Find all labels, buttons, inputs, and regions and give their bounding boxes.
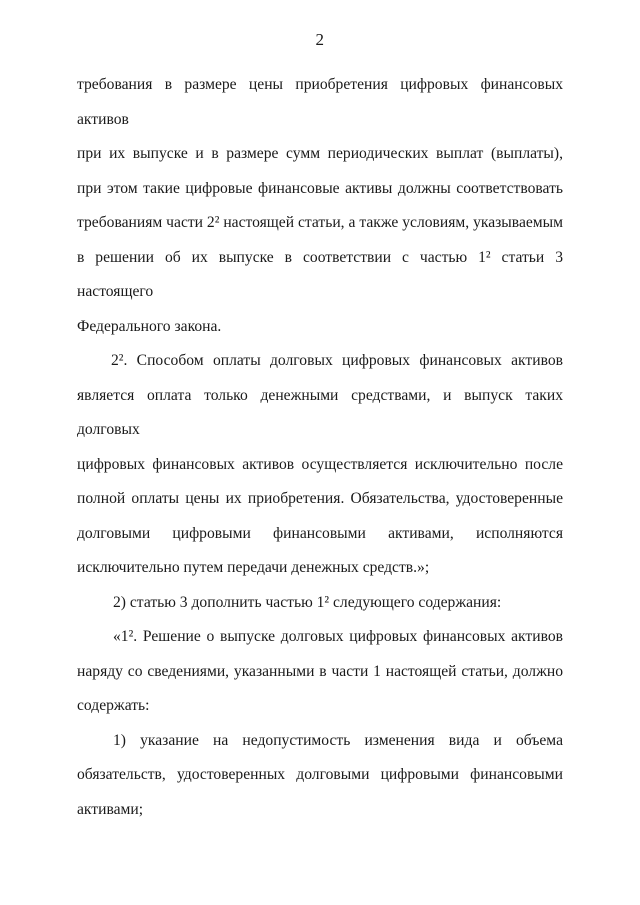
- text-line: при этом такие цифровые финансовые активы должны соответствовать: [77, 179, 563, 197]
- paragraph-2: [77, 344, 563, 586]
- text-line: активами;: [77, 800, 144, 818]
- text-line: долговыми цифровыми финансовыми активами, исполняются: [77, 524, 563, 542]
- text-line: наряду со сведениями, указанными в части 1 настоящей статьи, должно: [77, 662, 563, 680]
- page-number: 2: [315, 30, 325, 49]
- text-line: при их выпуске и в размере сумм периодических выплат (выплаты),: [77, 145, 563, 162]
- document-body: [77, 68, 563, 827]
- paragraph-1: [77, 68, 563, 344]
- text-line: «1². Решение о выпуске долговых цифровых финансовых активов: [113, 628, 563, 645]
- text-line: в решении об их выпуске в соответствии с частью 1² статьи 3 настоящего: [77, 248, 563, 300]
- paragraph-3: [77, 586, 563, 621]
- text-line: цифровых финансовых активов осуществляется исключительно после: [77, 455, 563, 473]
- text-line: 2) статью 3 дополнить частью 1² следующего содержания:: [113, 593, 502, 611]
- text-line: исключительно путем передачи денежных средств.»;: [77, 559, 430, 576]
- text-line: содержать:: [77, 697, 150, 714]
- text-line: является оплата только денежными средствами, и выпуск таких долговых: [77, 386, 563, 438]
- paragraph-4: [77, 620, 563, 724]
- text-line: требованиям части 2² настоящей статьи, а также условиям, указываемым: [77, 214, 563, 231]
- text-line: полной оплаты цены их приобретения. Обязательства, удостоверенные: [77, 490, 563, 507]
- text-line: 2². Способом оплаты долговых цифровых финансовых активов: [111, 352, 563, 369]
- text-line: Федерального закона.: [77, 317, 222, 335]
- text-line: обязательств, удостоверенных долговыми цифровыми финансовыми: [77, 766, 563, 783]
- paragraph-5: [77, 724, 563, 828]
- text-line: 1) указание на недопустимость изменения вида и объема: [113, 731, 563, 749]
- text-line: требования в размере цены приобретения цифровых финансовых активов: [77, 76, 563, 128]
